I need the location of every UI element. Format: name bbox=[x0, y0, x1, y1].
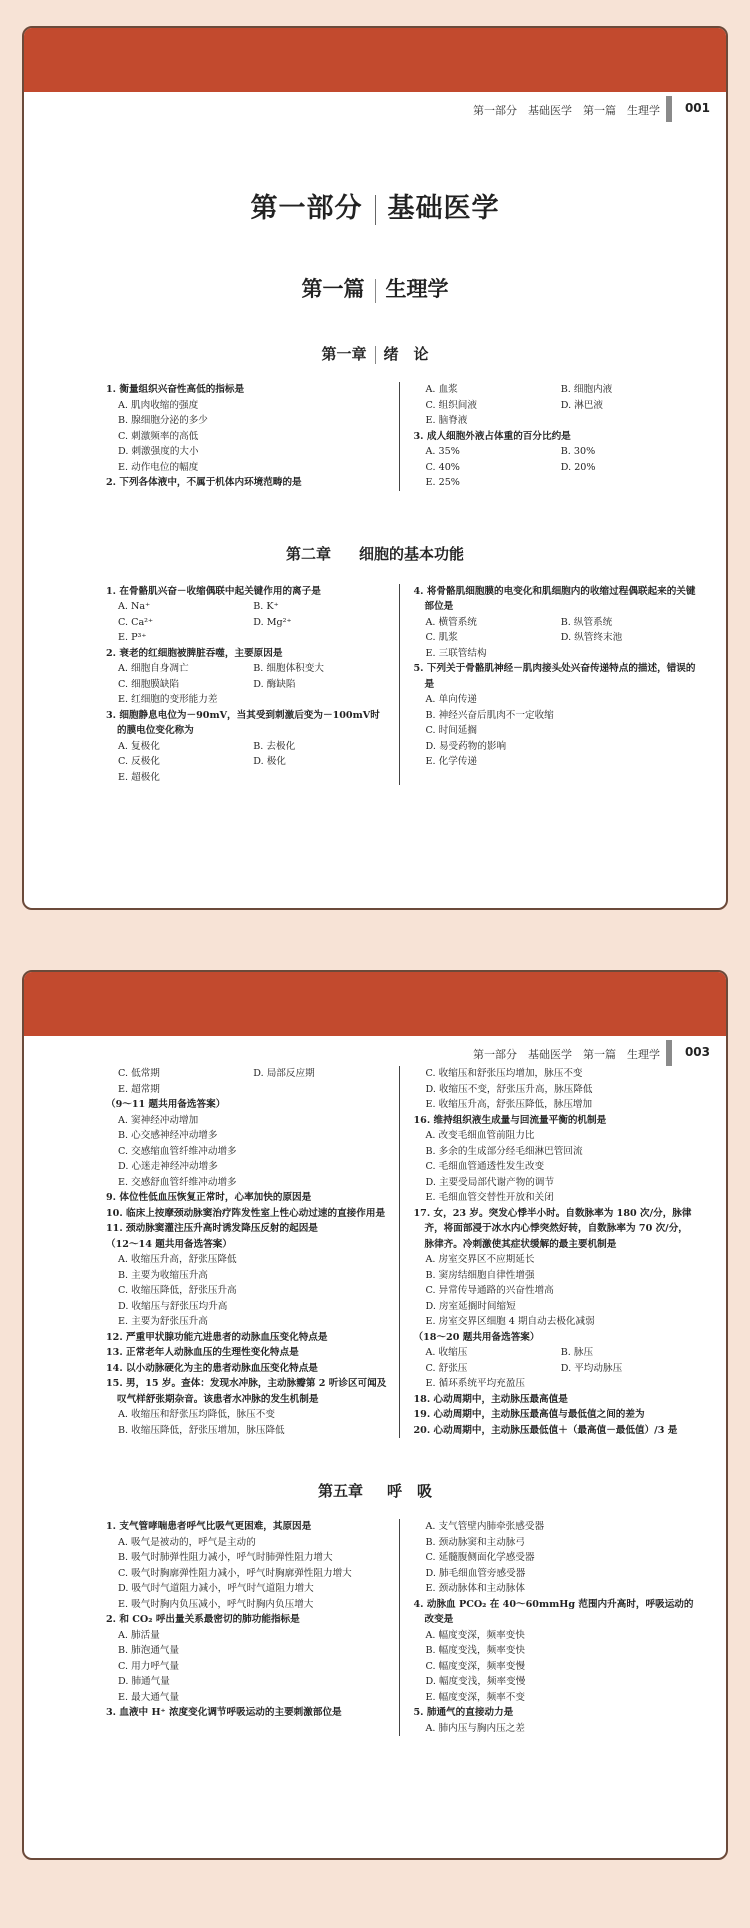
answer-option: B. 30% bbox=[560, 446, 596, 457]
chapter-label: 第一章 bbox=[321, 345, 367, 363]
answer-option: E. 循环系统平均充盈压 bbox=[425, 1378, 525, 1389]
answer-option: D. 20% bbox=[560, 461, 596, 473]
answer-option: A. 收缩压 bbox=[425, 1347, 468, 1358]
answer-option: A. 肺内压与胸内压之差 bbox=[425, 1722, 525, 1734]
left-column bbox=[106, 1519, 389, 1736]
chapter-2-questions bbox=[24, 584, 726, 786]
answer-option: D. 幅度变浅，频率变慢 bbox=[425, 1676, 526, 1687]
answer-option-pair bbox=[106, 599, 389, 615]
answer-option: D. 主要受局部代谢产物的调节 bbox=[425, 1176, 555, 1188]
header-divider-bar bbox=[666, 1040, 672, 1066]
answer-option: D. 极化 bbox=[253, 756, 286, 767]
right-column bbox=[399, 1066, 697, 1438]
answer-option: C. 肌浆 bbox=[425, 632, 458, 643]
part-label: 第一部分 bbox=[250, 193, 363, 224]
answer-option: A. 单向传递 bbox=[425, 694, 477, 705]
answer-option: D. 刺激强度的大小 bbox=[118, 446, 199, 457]
question-stem: 1. 在骨骼肌兴奋－收缩偶联中起关键作用的离子是 bbox=[106, 585, 321, 597]
answer-option: E. 动作电位的幅度 bbox=[118, 461, 199, 473]
answer-option: A. 窦神经冲动增加 bbox=[118, 1114, 199, 1126]
answer-option: B. 细胞内液 bbox=[560, 384, 613, 395]
answer-option: B. 心交感神经冲动增多 bbox=[118, 1130, 218, 1141]
question-stem: 4. 将骨骼肌细胞膜的电变化和肌细胞内的收缩过程偶联起来的关键部位是 bbox=[413, 585, 696, 612]
answer-option: D. 易受药物的影响 bbox=[425, 740, 507, 752]
answer-option: E. 主要为舒张压升高 bbox=[118, 1316, 208, 1327]
answer-option: E. 房室交界区细胞 4 期自动去极化减弱 bbox=[425, 1316, 595, 1327]
answer-option-pair bbox=[414, 398, 697, 414]
question-stem: 10. 临床上按摩颈动脉窦治疗阵发性室上性心动过速的直接作用是 bbox=[106, 1207, 386, 1219]
answer-option: A. 房室交界区不应期延长 bbox=[425, 1254, 535, 1265]
answer-option: C. 时间延搁 bbox=[425, 725, 477, 736]
section-name: 生理学 bbox=[385, 276, 449, 301]
answer-option: E. 幅度变深，频率不变 bbox=[425, 1691, 525, 1703]
answer-option: E. 最大通气量 bbox=[118, 1691, 180, 1703]
answer-option-pair bbox=[414, 444, 697, 460]
answer-option: E. 25% bbox=[425, 477, 460, 488]
question-stem: 17. 女，23 岁。突发心悸半小时。自数脉率为 180 次/分，脉律齐，将面部浸于冰水内心悸突然好转，自数脉率为 70 次/分，脉律齐。冷刺激使其症状缓解的最主要机制是 bbox=[413, 1207, 692, 1250]
question-stem: 18. 心动周期中，主动脉压最高值是 bbox=[413, 1393, 568, 1405]
answer-option: B. 颈动脉窦和主动脉弓 bbox=[425, 1536, 525, 1548]
answer-option: E. 超常期 bbox=[118, 1083, 160, 1095]
answer-option: B. 肺泡通气量 bbox=[118, 1645, 180, 1656]
running-header-title: 第一部分 基础医学 第一篇 生理学 bbox=[473, 1048, 660, 1061]
answer-option: B. 腺细胞分泌的多少 bbox=[118, 415, 208, 426]
answer-option: B. 细胞体积变大 bbox=[253, 663, 324, 674]
page-header-band bbox=[24, 28, 726, 92]
answer-option: A. 收缩压和舒张压均降低，脉压不变 bbox=[118, 1409, 275, 1420]
chapter-label: 第二章 bbox=[285, 544, 331, 563]
chapter-2-title bbox=[24, 543, 726, 564]
question-stem: 15. 男，15 岁。查体：发现水冲脉，主动脉瓣第 2 听诊区可闻及叹气样舒张期杂音。该患者水冲脉的发生机制是 bbox=[106, 1378, 387, 1405]
answer-option: C. 吸气时胸廓弹性阻力减小，呼气时胸廓弹性阻力增大 bbox=[118, 1567, 352, 1579]
chapter-1-title bbox=[24, 343, 726, 364]
answer-option: A. 收缩压升高，舒张压降低 bbox=[118, 1254, 237, 1265]
question-stem: 2. 下列各体液中，不属于机体内环境范畴的是 bbox=[106, 477, 302, 488]
answer-option: C. 组织间液 bbox=[425, 399, 477, 411]
chapter-label: 第五章 bbox=[317, 1482, 363, 1500]
answer-option-pair bbox=[106, 661, 389, 677]
book-page-001 bbox=[22, 26, 728, 910]
answer-option-pair bbox=[106, 615, 389, 631]
answer-option-pair bbox=[106, 739, 389, 755]
answer-option-pair bbox=[106, 677, 389, 693]
answer-option: D. Mg²⁺ bbox=[253, 616, 292, 628]
answer-option: A. 血浆 bbox=[425, 384, 458, 395]
right-column bbox=[399, 584, 697, 786]
question-stem: 5. 下列关于骨骼肌神经－肌肉接头处兴奋传递特点的描述，错误的是 bbox=[413, 663, 696, 690]
answer-option: C. 异常传导通路的兴奋性增高 bbox=[425, 1285, 554, 1296]
chapter-5-questions bbox=[24, 1519, 726, 1736]
answer-option: C. 反极化 bbox=[118, 756, 160, 767]
answer-option: C. 收缩压和舒张压均增加，脉压不变 bbox=[425, 1068, 583, 1079]
answer-option-pair bbox=[414, 382, 697, 398]
section-title bbox=[24, 273, 726, 303]
shared-options-note: （12～14 题共用备选答案） bbox=[106, 1238, 232, 1250]
chapter-1-questions bbox=[24, 382, 726, 491]
answer-option: C. 毛细血管通透性发生改变 bbox=[425, 1161, 545, 1172]
answer-option: A. 复极化 bbox=[118, 740, 160, 752]
answer-option: C. 40% bbox=[425, 461, 460, 473]
answer-option: B. 幅度变浅，频率变快 bbox=[425, 1645, 525, 1656]
answer-option: E. 吸气时胸内负压减小，呼气时胸内负压增大 bbox=[118, 1598, 314, 1610]
answer-option-pair bbox=[106, 754, 389, 770]
page-header-band bbox=[24, 972, 726, 1036]
question-stem: 1. 支气管哮喘患者呼气比吸气更困难，其原因是 bbox=[106, 1521, 312, 1532]
part-title bbox=[24, 186, 726, 225]
question-stem: 3. 细胞静息电位为－90mV，当其受到刺激后变为－100mV时的膜电位变化称为 bbox=[106, 709, 380, 736]
answer-option: E. 交感舒血管纤维冲动增多 bbox=[118, 1176, 237, 1188]
answer-option: E. 颈动脉体和主动脉体 bbox=[425, 1583, 525, 1594]
part-name: 基础医学 bbox=[387, 193, 500, 224]
left-column bbox=[106, 382, 389, 491]
answer-option-pair bbox=[414, 1361, 697, 1377]
answer-option: C. 细胞膜缺陷 bbox=[118, 678, 180, 690]
answer-option: C. 收缩压降低，舒张压升高 bbox=[118, 1285, 237, 1296]
answer-option: D. 收缩压与舒张压均升高 bbox=[118, 1300, 228, 1312]
answer-option: B. 多余的生成部分经毛细淋巴管回流 bbox=[425, 1145, 583, 1157]
question-stem: 11. 颈动脉窦灌注压升高时诱发降压反射的起因是 bbox=[106, 1223, 318, 1234]
answer-option: E. 收缩压升高，舒张压降低，脉压增加 bbox=[425, 1099, 593, 1110]
question-stem: 2. 和 CO₂ 呼出量关系最密切的肺功能指标是 bbox=[106, 1614, 300, 1625]
answer-option: D. 肺毛细血管旁感受器 bbox=[425, 1567, 526, 1579]
question-stem: 3. 血液中 H⁺ 浓度变化调节呼吸运动的主要刺激部位是 bbox=[106, 1707, 342, 1718]
answer-option: D. 收缩压不变，舒张压升高，脉压降低 bbox=[425, 1083, 593, 1095]
section-label: 第一篇 bbox=[301, 276, 365, 301]
question-stem: 5. 肺通气的直接动力是 bbox=[413, 1707, 514, 1718]
answer-option: B. 收缩压降低，舒张压增加，脉压降低 bbox=[118, 1424, 285, 1436]
answer-option: E. 超极化 bbox=[118, 771, 160, 783]
answer-option: B. 神经兴奋后肌肉不一定收缩 bbox=[425, 709, 554, 721]
answer-option: C. 低常期 bbox=[118, 1068, 160, 1079]
shared-options-note: （18～20 题共用备选答案） bbox=[413, 1331, 540, 1343]
answer-option: A. 支气管壁内肺牵张感受器 bbox=[425, 1521, 545, 1532]
answer-option: A. 肌肉收缩的强度 bbox=[118, 399, 199, 411]
answer-option: D. 心迷走神经冲动增多 bbox=[118, 1161, 218, 1172]
answer-option: C. 延髓腹侧面化学感受器 bbox=[425, 1552, 535, 1563]
question-stem: 1. 衡量组织兴奋性高低的指标是 bbox=[106, 384, 245, 395]
answer-option: A. 35% bbox=[425, 446, 460, 457]
question-stem: 14. 以小动脉硬化为主的患者动脉血压变化特点是 bbox=[106, 1362, 318, 1374]
answer-option: B. 窦房结细胞自律性增强 bbox=[425, 1269, 535, 1281]
answer-option: E. P³⁺ bbox=[118, 632, 147, 643]
answer-option: B. 吸气时肺弹性阻力减小，呼气时肺弹性阻力增大 bbox=[118, 1552, 333, 1563]
answer-option: B. 纵管系统 bbox=[560, 616, 613, 628]
answer-option: E. 红细胞的变形能力差 bbox=[118, 694, 218, 705]
answer-option: C. 用力呼气量 bbox=[118, 1660, 180, 1672]
header-divider-bar bbox=[666, 96, 672, 122]
answer-option: A. 横管系统 bbox=[425, 616, 477, 628]
chapter-name: 呼 吸 bbox=[387, 1482, 433, 1500]
answer-option: D. 房室延搁时间缩短 bbox=[425, 1300, 516, 1312]
answer-option: A. 细胞自身凋亡 bbox=[118, 663, 189, 674]
question-stem: 19. 心动周期中，主动脉压最高值与最低值之间的差为 bbox=[413, 1409, 645, 1420]
shared-options-note: （9～11 题共用备选答案） bbox=[106, 1099, 226, 1110]
chapter-name: 细胞的基本功能 bbox=[359, 544, 465, 563]
question-stem: 4. 动脉血 PCO₂ 在 40～60mmHg 范围内升高时，呼吸运动的改变是 bbox=[413, 1598, 694, 1625]
right-column bbox=[399, 382, 697, 491]
question-stem: 16. 维持组织液生成量与回流量平衡的机制是 bbox=[413, 1114, 607, 1126]
answer-option: D. 肺通气量 bbox=[118, 1676, 170, 1687]
chapter-4-questions-continued bbox=[24, 1066, 726, 1438]
answer-option: D. 平均动脉压 bbox=[560, 1362, 623, 1374]
answer-option: A. 幅度变深，频率变快 bbox=[425, 1629, 525, 1641]
answer-option: E. 脑脊液 bbox=[425, 415, 468, 426]
answer-option: A. 改变毛细血管前阻力比 bbox=[425, 1130, 535, 1141]
question-stem: 12. 严重甲状腺功能亢进患者的动脉血压变化特点是 bbox=[106, 1331, 328, 1343]
answer-option: D. 酶缺陷 bbox=[253, 678, 296, 690]
question-stem: 13. 正常老年人动脉血压的生理性变化特点是 bbox=[106, 1347, 299, 1358]
question-stem: 20. 心动周期中，主动脉压最低值＋（最高值－最低值）/3 是 bbox=[413, 1424, 678, 1436]
running-header bbox=[24, 1036, 726, 1070]
answer-option-pair bbox=[414, 615, 697, 631]
question-stem: 2. 衰老的红细胞被脾脏吞噬，主要原因是 bbox=[106, 647, 283, 659]
answer-option: D. 纵管终末池 bbox=[560, 632, 623, 643]
question-stem: 3. 成人细胞外液占体重的百分比约是 bbox=[413, 430, 571, 442]
answer-option: C. 舒张压 bbox=[425, 1362, 468, 1374]
answer-option: E. 化学传递 bbox=[425, 756, 477, 767]
answer-option-pair bbox=[414, 630, 697, 646]
book-page-003 bbox=[22, 970, 728, 1860]
answer-option: B. K⁺ bbox=[253, 601, 279, 612]
answer-option-pair bbox=[414, 1345, 697, 1361]
chapter-name: 绪 论 bbox=[383, 345, 429, 363]
page-number: 001 bbox=[684, 101, 710, 115]
page-number: 003 bbox=[684, 1045, 710, 1059]
answer-option: A. Na⁺ bbox=[118, 601, 151, 612]
running-header bbox=[24, 92, 726, 126]
answer-option: B. 主要为收缩压升高 bbox=[118, 1269, 208, 1281]
answer-option: C. 交感缩血管纤维冲动增多 bbox=[118, 1145, 237, 1157]
left-column bbox=[106, 1066, 389, 1438]
question-stem: 9. 体位性低血压恢复正常时，心率加快的原因是 bbox=[106, 1192, 312, 1203]
answer-option: A. 吸气是被动的，呼气是主动的 bbox=[118, 1536, 256, 1548]
answer-option: D. 淋巴液 bbox=[560, 399, 603, 411]
running-header-title: 第一部分 基础医学 第一篇 生理学 bbox=[473, 104, 660, 117]
chapter-5-title bbox=[24, 1480, 726, 1501]
answer-option: E. 毛细血管交替性开放和关闭 bbox=[425, 1192, 554, 1203]
answer-option: C. 刺激频率的高低 bbox=[118, 430, 199, 442]
right-column bbox=[399, 1519, 697, 1736]
answer-option-pair bbox=[414, 460, 697, 476]
left-column bbox=[106, 584, 389, 786]
answer-option: B. 去极化 bbox=[253, 740, 296, 752]
answer-option: C. Ca²⁺ bbox=[118, 616, 154, 628]
answer-option: D. 吸气时气道阻力减小，呼气时气道阻力增大 bbox=[118, 1583, 314, 1594]
answer-option: E. 三联管结构 bbox=[425, 647, 487, 659]
answer-option: B. 脉压 bbox=[560, 1347, 594, 1358]
answer-option: D. 局部反应期 bbox=[253, 1068, 315, 1079]
answer-option: A. 肺活量 bbox=[118, 1629, 160, 1641]
answer-option: C. 幅度变深，频率变慢 bbox=[425, 1660, 525, 1672]
